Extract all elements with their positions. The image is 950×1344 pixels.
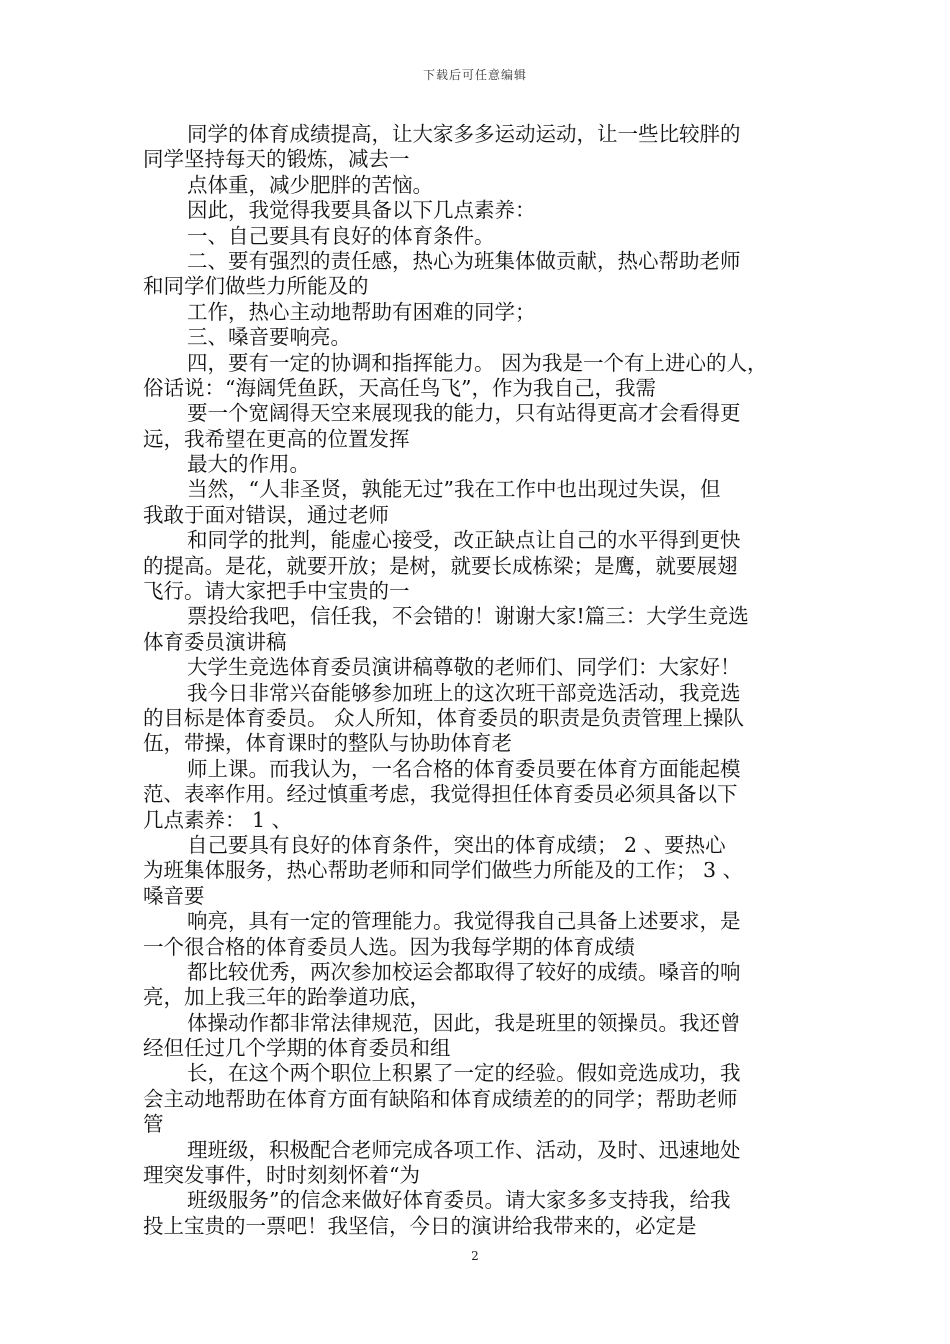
text-line: 飞行。请大家把手中宝贵的一 bbox=[143, 579, 410, 604]
text-line: 点体重，减少肥胖的苦恼。 bbox=[187, 172, 433, 197]
text-line: 自己要具有良好的体育条件，突出的体育成绩； 2 、要热心 bbox=[187, 832, 726, 857]
page-header: 下载后可任意编辑 bbox=[422, 68, 527, 82]
text-line: 长，在这个两个职位上积累了一定的经验。假如竞选成功，我 bbox=[187, 1061, 741, 1086]
text-line: 要一个宽阔得天空来展现我的能力，只有站得更高才会看得更 bbox=[187, 401, 741, 426]
text-line: 一、自己要具有良好的体育条件。 bbox=[187, 223, 495, 248]
text-line: 会主动地帮助在体育方面有缺陷和体育成绩差的的同学；帮助老师 bbox=[143, 1086, 738, 1111]
text-line: 同学坚持每天的锻炼，减去一 bbox=[143, 147, 410, 172]
text-line: 体操动作都非常法律规范，因此，我是班里的领操员。我还曾 bbox=[187, 1010, 741, 1035]
text-line: 当然，“人非圣贤，孰能无过”我在工作中也出现过失误，但 bbox=[187, 477, 721, 502]
text-line: 同学的体育成绩提高，让大家多多运动运动，让一些比较胖的 bbox=[187, 122, 741, 146]
text-line: 师上课。而我认为，一名合格的体育委员要在体育方面能起模 bbox=[187, 756, 741, 781]
text-line: 二、要有强烈的责任感，热心为班集体做贡献，热心帮助老师 bbox=[187, 248, 741, 273]
text-line: 的提高。是花，就要开放；是树，就要长成栋梁；是鹰，就要展翅 bbox=[143, 553, 738, 578]
text-line: 和同学们做些力所能及的 bbox=[143, 274, 369, 299]
text-line: 嗓音要 bbox=[143, 883, 205, 908]
text-line: 三、嗓音要响亮。 bbox=[187, 325, 351, 350]
text-line: 几点素养： 1 、 bbox=[143, 807, 293, 832]
text-line: 四，要有一定的协调和指挥能力。 因为我是一个有上进心的人， bbox=[187, 350, 768, 375]
text-line: 的目标是体育委员。 众人所知，体育委员的职责是负责管理上操队 bbox=[143, 705, 745, 730]
text-line: 大学生竞选体育委员演讲稿尊敬的老师们、同学们：大家好！ bbox=[187, 655, 741, 680]
text-line: 响亮，具有一定的管理能力。我觉得我自己具备上述要求，是 bbox=[187, 909, 741, 934]
text-line: 远，我希望在更高的位置发挥 bbox=[143, 426, 410, 451]
text-line: 亮，加上我三年的跆拳道功底， bbox=[143, 985, 430, 1010]
text-line: 经但任过几个学期的体育委员和组 bbox=[143, 1036, 451, 1061]
text-line: 管 bbox=[143, 1112, 164, 1137]
text-line: 为班集体服务，热心帮助老师和同学们做些力所能及的工作； 3 、 bbox=[143, 858, 744, 883]
text-line: 俗话说：“海阔凭鱼跃，天高任鸟飞”，作为我自己，我需 bbox=[143, 375, 656, 400]
text-line: 最大的作用。 bbox=[187, 452, 310, 477]
text-line: 都比较优秀，两次参加校运会都取得了较好的成绩。嗓音的响 bbox=[187, 959, 741, 984]
text-line: 班级服务”的信念来做好体育委员。请大家多多支持我，给我 bbox=[187, 1188, 731, 1213]
text-line: 因此，我觉得我要具备以下几点素养： bbox=[187, 198, 536, 223]
text-line: 理突发事件，时时刻刻怀着“为 bbox=[143, 1163, 420, 1188]
text-line: 我今日非常兴奋能够参加班上的这次班干部竞选活动，我竞选 bbox=[187, 680, 741, 705]
text-line: 理班级，积极配合老师完成各项工作、活动，及时、迅速地处 bbox=[187, 1137, 741, 1162]
text-line: 投上宝贵的一票吧！我坚信，今日的演讲给我带来的，必定是 bbox=[143, 1213, 697, 1238]
text-line: 票投给我吧，信任我，不会错的！谢谢大家!篇三：大学生竞选 bbox=[187, 604, 749, 629]
page-number: 2 bbox=[471, 1249, 479, 1263]
text-line: 体育委员演讲稿 bbox=[143, 629, 287, 654]
text-line: 一个很合格的体育委员人选。因为我每学期的体育成绩 bbox=[143, 934, 635, 959]
text-line: 我敢于面对错误，通过老师 bbox=[143, 502, 389, 527]
body-text bbox=[143, 122, 811, 1239]
text-line: 工作，热心主动地帮助有困难的同学； bbox=[187, 299, 536, 324]
text-line: 伍，带操，体育课时的整队与协助体育老 bbox=[143, 731, 512, 756]
text-line: 和同学的批判，能虚心接受，改正缺点让自己的水平得到更快 bbox=[187, 528, 741, 553]
text-line: 范、表率作用。经过慎重考虑，我觉得担任体育委员必须具备以下 bbox=[143, 782, 738, 807]
